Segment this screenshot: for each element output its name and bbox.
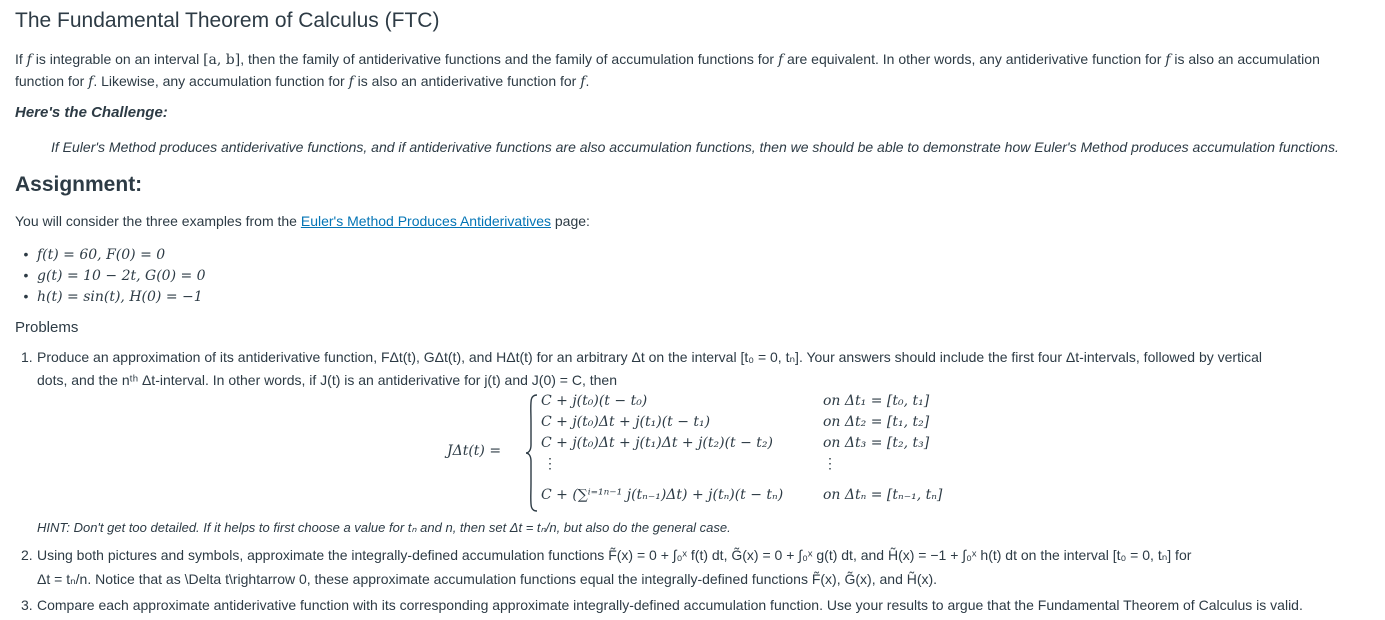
list-item: • h(t) = sin(t), H(0) = −1	[15, 286, 206, 307]
piece-cond-n: on Δtₙ = [tₙ₋₁, tₙ]	[823, 487, 943, 503]
piece-cond-2: on Δt₂ = [t₁, t₂]	[823, 414, 930, 430]
problem-2-line1: Using both pictures and symbols, approximate the integrally-defined accumulation functions F̃(x) = 0 + ∫₀ˣ f(t) dt, G̃(x) = 0 + ∫₀ˣ g(t) dt, and H̃(x) = −1 + ∫₀ˣ h(t) dt on the interval [t₀ = 0, tₙ] for	[37, 547, 1192, 563]
piece-cond-3: on Δt₃ = [t₂, t₃]	[823, 435, 930, 451]
piece-expr-1: C + j(t₀)(t − t₀)	[541, 393, 648, 409]
bullet-icon: •	[23, 288, 29, 304]
list-item: • f(t) = 60, F(0) = 0	[15, 244, 206, 265]
hint-text: HINT: Don't get too detailed. If it helps to first choose a value for tₙ and n, then set Δt = tₙ/n, but also do the general case.	[37, 520, 731, 535]
problems-heading: Problems	[15, 319, 79, 336]
list-item: • g(t) = 10 − 2t, G(0) = 0	[15, 265, 206, 286]
left-brace-icon	[525, 393, 539, 513]
bullet-icon: •	[23, 246, 29, 262]
challenge-quote: If Euler's Method produces antiderivative functions, and if antiderivative functions are also accumulation functions, then we should be able to demonstrate how Euler's Method produces accumulation functions.	[51, 139, 1339, 155]
problem-2-line2: Δt = tₙ/n. Notice that as \Delta t\rightarrow 0, these approximate accumulation functions equal the integrally-defined functions F̃(x), G̃(x), and H̃(x).	[37, 571, 938, 587]
ftc-statement-line1: If f is integrable on an interval [a, b], then the family of antiderivative functions and the family of accumulation functions for f are equivalent. In other words, any antiderivative function for f is also an accumulation	[15, 51, 1320, 68]
assignment-intro: You will consider the three examples from the Euler's Method Produces Antiderivatives page:	[15, 213, 590, 229]
page-title: The Fundamental Theorem of Calculus (FTC)	[15, 9, 440, 32]
bullet-icon: •	[23, 267, 29, 283]
piece-cond-1: on Δt₁ = [t₀, t₁]	[823, 393, 930, 409]
piecewise-lhs: JΔt(t) =	[447, 443, 502, 459]
piece-expr-n: C + (∑ⁱ⁼¹ⁿ⁻¹ j(tₙ₋₁)Δt) + j(tₙ)(t − tₙ)	[541, 487, 784, 503]
examples-list	[15, 244, 206, 307]
euler-method-link[interactable]: Euler's Method Produces Antiderivatives	[300, 213, 551, 229]
piece-expr-vdots: ⋮	[543, 456, 557, 472]
assignment-heading: Assignment:	[15, 173, 143, 196]
piece-expr-2: C + j(t₀)Δt + j(t₁)(t − t₁)	[541, 414, 711, 430]
problem-1-line1: Produce an approximation of its antiderivative function, FΔt(t), GΔt(t), and HΔt(t) for an arbitrary Δt on the interval [t₀ = 0, tₙ]. Your answers should include the first four Δt-intervals, followed by vertical	[37, 349, 1262, 365]
problem-3-line1: Compare each approximate antiderivative function with its corresponding approximate integrally-defined accumulation function. Use your results to argue that the Fundamental Theorem of Calculus is valid.	[37, 597, 1303, 613]
problem-1-line2: dots, and the nᵗʰ Δt-interval. In other words, if J(t) is an antiderivative for j(t) and J(0) = C, then	[37, 372, 617, 388]
challenge-heading: Here's the Challenge:	[15, 104, 168, 121]
ftc-statement-line2: function for f. Likewise, any accumulation function for f is also an antiderivative function for f.	[15, 73, 590, 90]
piece-cond-vdots: ⋮	[823, 456, 837, 472]
piece-expr-3: C + j(t₀)Δt + j(t₁)Δt + j(t₂)(t − t₂)	[541, 435, 774, 451]
